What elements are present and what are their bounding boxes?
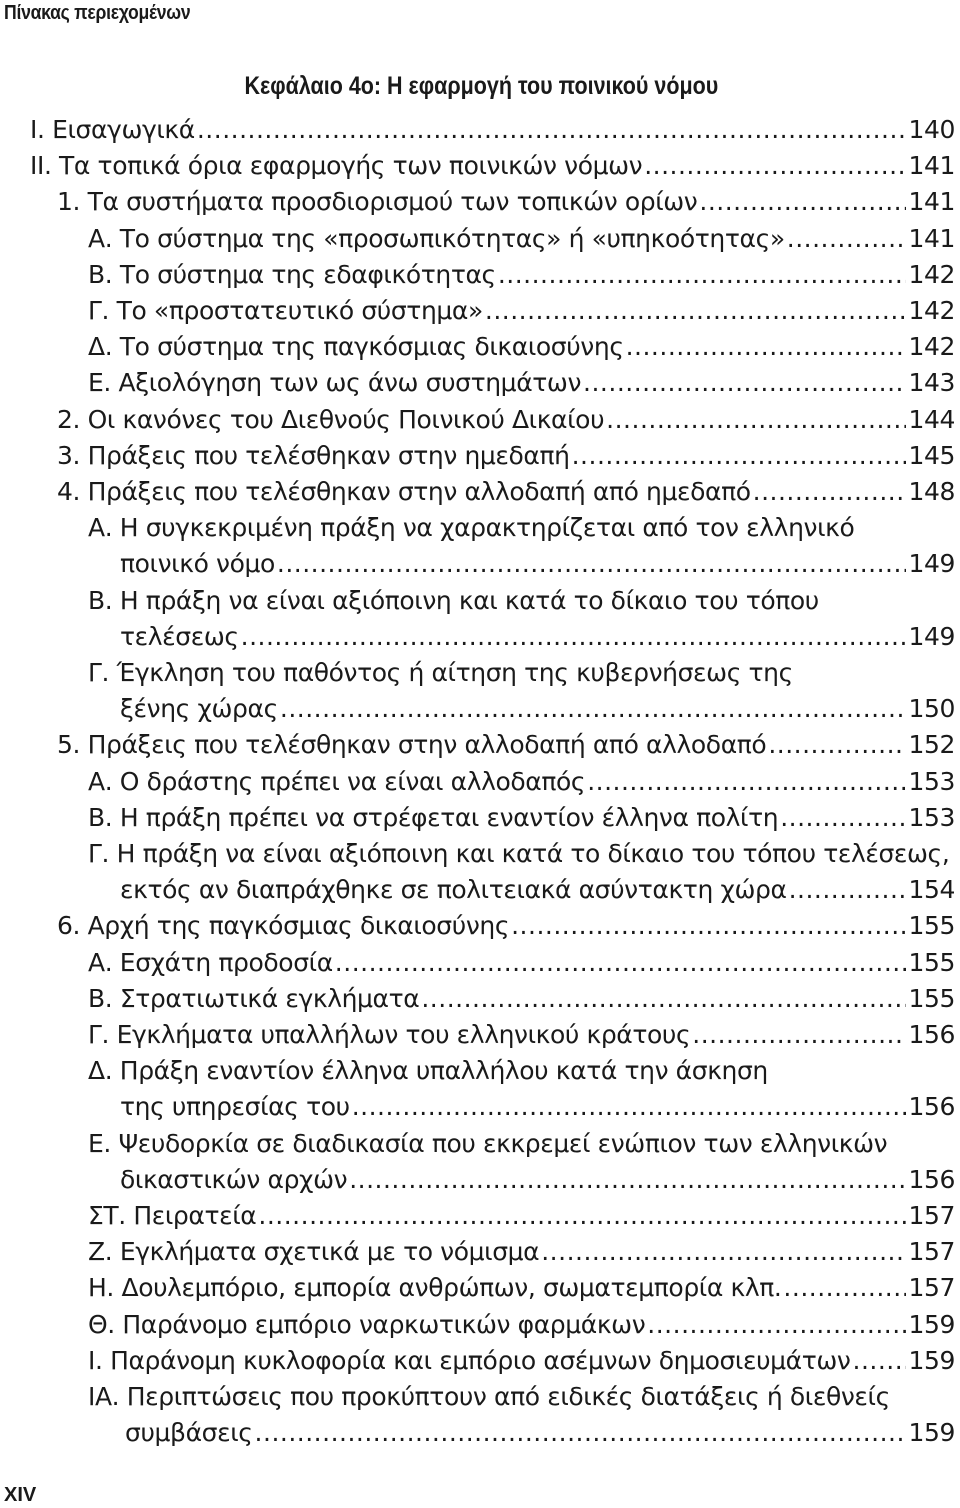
toc-entry — [88, 1270, 955, 1306]
toc-entry-label-continued: ποινικό νόμο — [120, 549, 275, 579]
toc-page-number: 141 — [908, 187, 955, 217]
toc-page-number: 148 — [908, 477, 955, 506]
toc-entry-label-continued: της υπηρεσίας του — [120, 1092, 350, 1122]
toc-entry — [88, 293, 955, 329]
dot-leader — [644, 148, 906, 184]
toc-entry-label: Β. Η πράξη να είναι αξιόποινη και κατά το δίκαιο του τόπου — [88, 585, 819, 615]
toc-entry-label: Γ. Έγκληση του παθόντος ή αίτηση της κυβερνήσεως της — [88, 658, 793, 687]
toc-page-number: 157 — [908, 1237, 955, 1267]
toc-page-number: 156 — [908, 1164, 955, 1194]
dot-leader — [352, 1089, 907, 1125]
dot-leader — [587, 764, 906, 800]
toc-page-number: 142 — [908, 259, 955, 289]
toc-entry-label: Δ. Το σύστημα της παγκόσμιας δικαιοσύνης — [88, 332, 624, 362]
toc-entry-label: II. Τα τοπικά όρια εφαρμογής των ποινικών νόμων — [30, 151, 643, 181]
toc-entry-label-continued: δικαστικών αρχών — [120, 1164, 348, 1194]
toc-page-number: 141 — [908, 151, 955, 181]
toc-page-number: 141 — [908, 223, 955, 253]
dot-leader — [277, 546, 907, 582]
toc-entry — [88, 1126, 955, 1198]
toc-page-number: 157 — [908, 1273, 955, 1303]
toc-entry-label-continued: συμβάσεις — [125, 1418, 253, 1448]
toc-entry-label: Γ. Το «προστατευτικό σύστημα» — [88, 296, 483, 325]
toc-entry — [88, 1307, 955, 1343]
dot-leader — [768, 727, 906, 763]
toc-entry — [30, 112, 955, 148]
toc-page-number: 150 — [908, 694, 955, 724]
toc-page-number: 149 — [908, 549, 955, 579]
dot-leader — [606, 402, 906, 438]
toc-entry-label: 5. Πράξεις που τελέσθηκαν στην αλλοδαπή από αλλοδαπό — [57, 730, 767, 760]
dot-leader — [280, 691, 907, 727]
dot-leader — [626, 329, 907, 365]
toc-entry — [57, 474, 955, 510]
dot-leader — [853, 1343, 907, 1379]
toc-page-number: 152 — [908, 730, 955, 760]
dot-leader — [241, 619, 907, 655]
toc-entry — [30, 148, 955, 184]
toc-page-number: 155 — [908, 983, 955, 1013]
toc-entry — [88, 583, 955, 655]
toc-page-number: 155 — [908, 947, 955, 977]
dot-leader — [572, 438, 907, 474]
toc-entry — [88, 655, 955, 727]
toc-entry-label: ΣΤ. Πειρατεία — [88, 1201, 257, 1230]
dot-leader — [197, 112, 907, 148]
toc-entry-label: Α. Η συγκεκριμένη πράξη να χαρακτηρίζεται από τον ελληνικό — [88, 513, 855, 543]
toc-page-number: 142 — [908, 296, 955, 325]
toc-entry — [88, 836, 955, 908]
dot-leader — [255, 1415, 907, 1451]
toc-entry — [88, 221, 955, 257]
toc-entry — [88, 329, 955, 365]
toc-entry-label: 4. Πράξεις που τελέσθηκαν στην αλλοδαπή από ημεδαπό — [57, 477, 751, 506]
toc-entry — [88, 365, 955, 401]
toc-entry-label: 6. Αρχή της παγκόσμιας δικαιοσύνης — [57, 911, 510, 941]
page-number: XIV — [4, 1484, 37, 1506]
dot-leader — [498, 257, 907, 293]
dot-leader — [485, 293, 907, 329]
toc-page-number: 159 — [908, 1418, 955, 1448]
dot-leader — [647, 1307, 906, 1343]
toc-entry — [88, 1343, 955, 1379]
toc-entry — [57, 402, 955, 438]
dot-leader — [699, 184, 906, 220]
toc-entry-label: Β. Το σύστημα της εδαφικότητας — [88, 259, 496, 289]
toc-entry — [57, 184, 955, 220]
dot-leader — [511, 908, 906, 944]
toc-entry-label: Α. Ο δράστης πρέπει να είναι αλλοδαπός — [88, 766, 586, 796]
dot-leader — [789, 872, 907, 908]
toc-entry-label: 2. Οι κανόνες του Διεθνούς Ποινικού Δικαίου — [57, 404, 605, 434]
toc-entry — [88, 1053, 955, 1125]
toc-entry — [88, 1017, 955, 1053]
toc-entry-label-continued: εκτός αν διαπράχθηκε σε πολιτειακά ασύντακτη χώρα — [120, 875, 787, 905]
toc-entry-label: Β. Στρατιωτικά εγκλήματα — [88, 983, 420, 1013]
toc-entry-label: Β. Η πράξη πρέπει να στρέφεται εναντίον έλληνα πολίτη — [88, 802, 779, 832]
dot-leader — [692, 1017, 906, 1053]
dot-leader — [783, 1270, 906, 1306]
toc-entry-label: Ε. Ψευδορκία σε διαδικασία που εκκρεμεί ενώπιον των ελληνικών — [88, 1128, 888, 1158]
toc-entry-label: ΙΑ. Περιπτώσεις που προκύπτουν από ειδικές διατάξεις ή διεθνείς — [88, 1382, 890, 1411]
dot-leader — [753, 474, 907, 510]
toc-entry-label: Α. Εσχάτη προδοσία — [88, 947, 333, 977]
toc-page-number: 153 — [908, 802, 955, 832]
dot-leader — [787, 221, 907, 257]
toc-page-number: 153 — [908, 766, 955, 796]
toc-entry — [88, 257, 955, 293]
dot-leader — [335, 945, 907, 981]
toc-entry-label: Η. Δουλεμπόριο, εμπορία ανθρώπων, σωματεμπορία κλπ. — [88, 1273, 782, 1303]
toc-page-number: 159 — [908, 1345, 955, 1375]
dot-leader — [258, 1198, 906, 1234]
toc-page-number: 140 — [908, 115, 955, 144]
toc-page-number: 143 — [908, 368, 955, 398]
toc-entry-label-continued: τελέσεως — [120, 621, 239, 651]
toc-entry-label: Ζ. Εγκλήματα σχετικά με το νόμισμα — [88, 1237, 540, 1267]
toc-entry-label: Ι. Παράνομη κυκλοφορία και εμπόριο ασέμνων δημοσιευμάτων — [88, 1345, 851, 1375]
toc-page-number: 142 — [908, 332, 955, 362]
toc-page-number: 157 — [908, 1201, 955, 1230]
dot-leader — [541, 1234, 906, 1270]
toc-entry — [57, 438, 955, 474]
chapter-title: Κεφάλαιο 4ο: Η εφαρμογή του ποινικού νόμου — [244, 72, 719, 100]
toc-entry — [88, 1234, 955, 1270]
toc-entry — [88, 764, 955, 800]
toc-entry-label-continued: ξένης χώρας — [120, 694, 278, 724]
toc-entry-label: Α. Το σύστημα της «προσωπικότητας» ή «υπηκοότητας» — [88, 223, 785, 253]
toc-entry — [88, 1198, 955, 1234]
toc-page-number: 149 — [908, 621, 955, 651]
toc-entry-label: I. Εισαγωγικά — [30, 115, 195, 144]
toc-page-number: 155 — [908, 911, 955, 941]
toc-entry-label: 1. Τα συστήματα προσδιορισμού των τοπικών ορίων — [57, 187, 698, 217]
toc-entry-label: Γ. Η πράξη να είναι αξιόποινη και κατά το δίκαιο του τόπου τελέσεως, — [88, 839, 950, 868]
toc-page-number: 156 — [908, 1020, 955, 1049]
dot-leader — [583, 365, 906, 401]
toc-page-number: 154 — [908, 875, 955, 905]
toc-entry — [88, 945, 955, 981]
toc-entry-label: Ε. Αξιολόγηση των ως άνω συστημάτων — [88, 368, 582, 398]
toc-entry-label: 3. Πράξεις που τελέσθηκαν στην ημεδαπή — [57, 440, 570, 470]
toc-page-number: 144 — [908, 404, 955, 434]
toc-page-number: 156 — [908, 1092, 955, 1122]
toc-entry — [57, 908, 955, 944]
toc-entry-label: Γ. Εγκλήματα υπαλλήλων του ελληνικού κράτους — [88, 1020, 691, 1049]
toc-entry-label: Δ. Πράξη εναντίον έλληνα υπαλλήλου κατά την άσκηση — [88, 1056, 768, 1086]
toc-page-number: 159 — [908, 1309, 955, 1339]
toc-entry — [88, 981, 955, 1017]
dot-leader — [349, 1162, 906, 1198]
toc-page-number: 145 — [908, 440, 955, 470]
dot-leader — [421, 981, 906, 1017]
dot-leader — [780, 800, 906, 836]
running-header: Πίνακας περιεχομένων — [4, 2, 191, 24]
toc-entry — [88, 800, 955, 836]
toc-entry-label: Θ. Παράνομο εμπόριο ναρκωτικών φαρμάκων — [88, 1309, 646, 1339]
toc-entry — [88, 510, 955, 582]
toc-entry — [88, 1379, 955, 1451]
toc-entry — [57, 727, 955, 763]
